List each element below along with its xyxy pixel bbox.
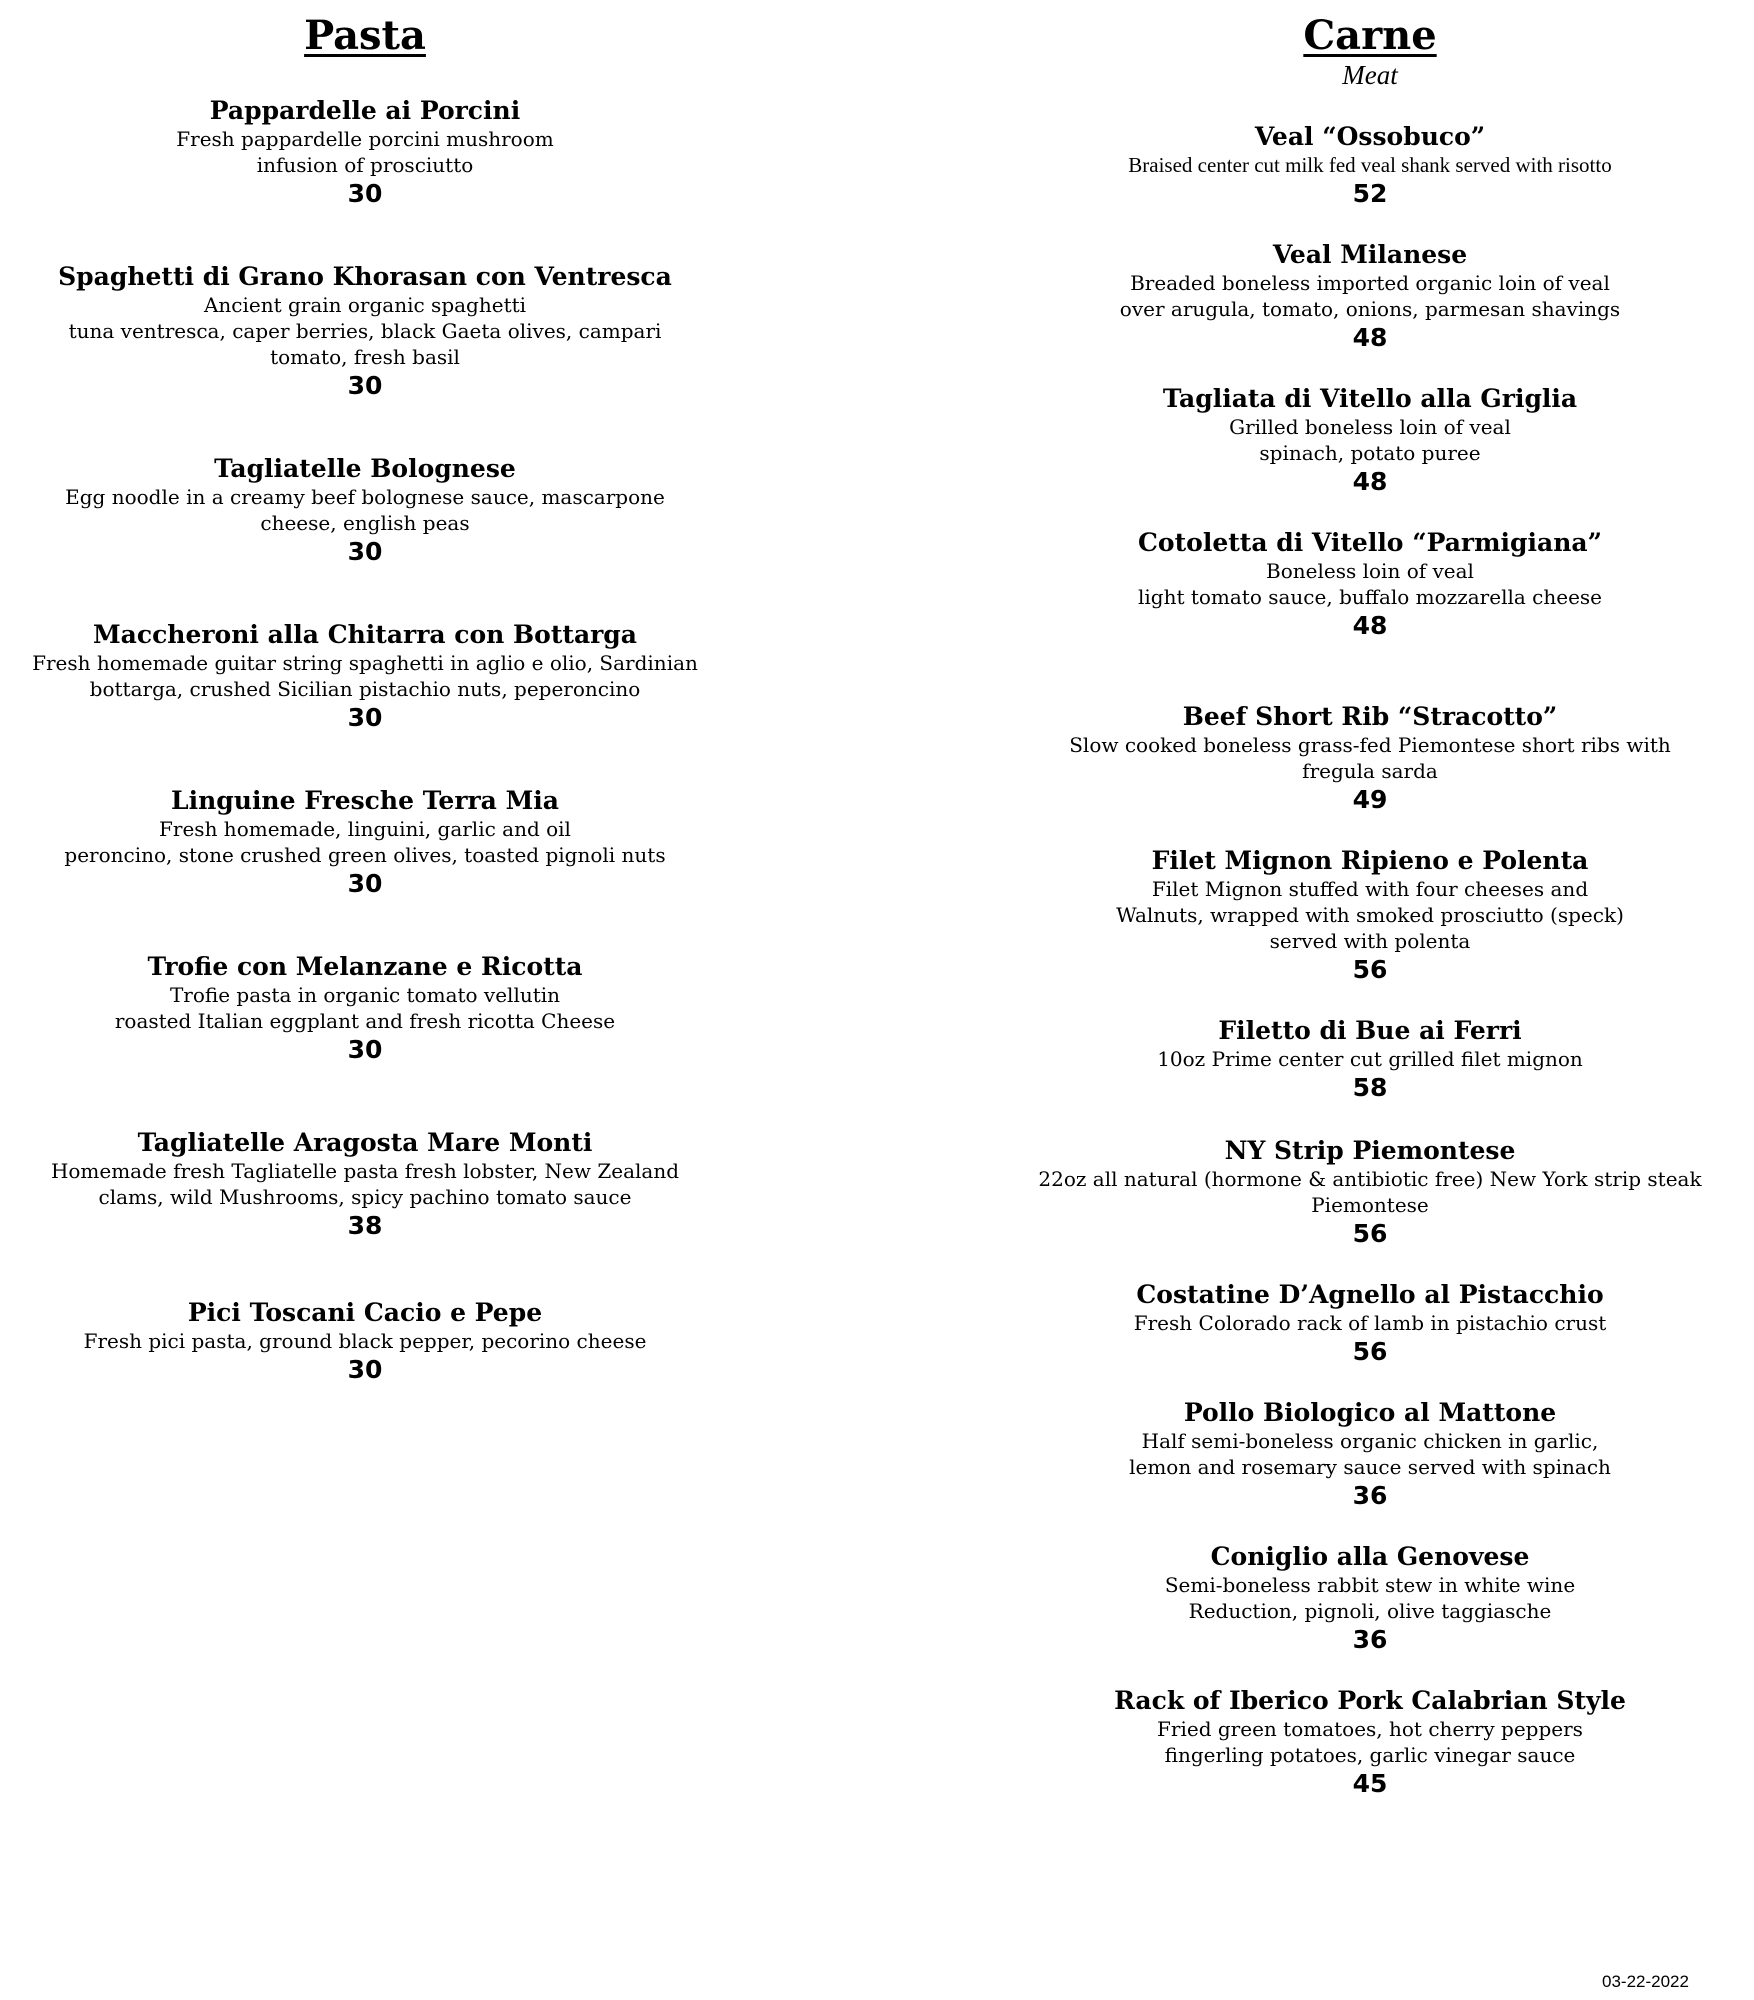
item-name: Filetto di Bue ai Ferri: [1218, 1016, 1522, 1045]
item-name: Spaghetti di Grano Khorasan con Ventresca: [58, 262, 672, 291]
item-name: Pappardelle ai Porcini: [209, 96, 521, 125]
item-price: 49: [1352, 785, 1388, 814]
item-description: Fresh homemade, linguini, garlic and oil peroncino, stone crushed green olives, toasted pignoli nuts: [64, 817, 666, 867]
item-name: Maccheroni alla Chitarra con Bottarga: [92, 620, 637, 649]
item-name: Cotoletta di Vitello “Parmigiana”: [1138, 528, 1602, 557]
item-description: 10oz Prime center cut grilled filet mignon: [1157, 1047, 1583, 1071]
pasta-heading: Pasta: [304, 12, 426, 59]
item-price: 58: [1352, 1073, 1388, 1102]
carne-heading: Carne: [1303, 12, 1437, 59]
menu-item-pollo-mattone: [1000, 1398, 1740, 1512]
item-description: Ancient grain organic spaghetti tuna ventresca, caper berries, black Gaeta olives, campari tomato, fresh basil: [68, 293, 662, 369]
item-price: 30: [347, 1355, 383, 1384]
item-name: Filet Mignon Ripieno e Polenta: [1151, 846, 1589, 875]
menu-item-pici-toscani: [0, 1298, 730, 1386]
menu-item-maccheroni-chitarra: [0, 620, 730, 734]
menu-item-veal-ossobuco: [1000, 122, 1740, 210]
item-price: 30: [347, 703, 383, 732]
item-description: Filet Mignon stuffed with four cheeses and Walnuts, wrapped with smoked prosciutto (speck) served with polenta: [1116, 877, 1624, 953]
item-name: Beef Short Rib “Stracotto”: [1182, 702, 1558, 731]
item-description: Trofie pasta in organic tomato vellutin roasted Italian eggplant and fresh ricotta Cheese: [114, 983, 616, 1033]
item-name: Linguine Fresche Terra Mia: [171, 786, 559, 815]
item-name: NY Strip Piemontese: [1224, 1136, 1516, 1165]
menu-item-spaghetti-khorasan: [0, 262, 730, 402]
item-description: Fried green tomatoes, hot cherry peppers fingerling potatoes, garlic vinegar sauce: [1157, 1717, 1583, 1767]
item-price: 36: [1352, 1481, 1388, 1510]
menu-item-cotoletta-parmigiana: [1000, 528, 1740, 642]
item-name: Tagliata di Vitello alla Griglia: [1162, 384, 1578, 413]
menu-item-linguine-terra-mia: [0, 786, 730, 900]
item-name: Veal Milanese: [1272, 240, 1468, 269]
item-description: Fresh pici pasta, ground black pepper, pecorino cheese: [83, 1329, 647, 1353]
item-price: 45: [1352, 1769, 1388, 1798]
item-price: 30: [347, 179, 383, 208]
item-description: Egg noodle in a creamy beef bolognese sauce, mascarpone cheese, english peas: [65, 485, 665, 535]
item-name: Costatine D’Agnello al Pistacchio: [1136, 1280, 1604, 1309]
menu-item-tagliata-vitello: [1000, 384, 1740, 498]
menu-item-veal-milanese: [1000, 240, 1740, 354]
menu-date: 03-22-2022: [1602, 1972, 1689, 1991]
item-price: 30: [347, 371, 383, 400]
item-description: Breaded boneless imported organic loin of veal over arugula, tomato, onions, parmesan shavings: [1119, 271, 1621, 321]
menu-item-tagliatelle-bolognese: [0, 454, 730, 568]
item-name: Pici Toscani Cacio e Pepe: [187, 1298, 543, 1327]
item-price: 48: [1352, 323, 1388, 352]
item-price: 56: [1352, 955, 1388, 984]
menu-item-beef-short-rib: [1000, 702, 1740, 816]
item-description: Fresh homemade guitar string spaghetti in aglio e olio, Sardinian bottarga, crushed Sicilian pistachio nuts, peperoncino: [32, 651, 698, 701]
menu-item-filetto-bue: [1000, 1016, 1740, 1104]
item-description: Half semi-boneless organic chicken in garlic, lemon and rosemary sauce served with spinach: [1129, 1429, 1611, 1479]
menu-item-ny-strip: [1000, 1136, 1740, 1250]
item-price: 36: [1352, 1625, 1388, 1654]
item-description: Fresh Colorado rack of lamb in pistachio crust: [1133, 1311, 1607, 1335]
menu-item-filet-mignon-ripieno: [1000, 846, 1740, 986]
item-price: 56: [1352, 1219, 1388, 1248]
menu-item-trofie: [0, 952, 730, 1066]
item-price: 30: [347, 537, 383, 566]
menu-item-pappardelle: [0, 96, 730, 210]
item-name: Veal “Ossobuco”: [1254, 122, 1486, 151]
menu-item-coniglio-genovese: [1000, 1542, 1740, 1656]
item-price: 56: [1352, 1337, 1388, 1366]
item-price: 30: [347, 1035, 383, 1064]
item-description: 22oz all natural (hormone & antibiotic free) New York strip steak Piemontese: [1038, 1167, 1702, 1217]
item-description: Slow cooked boneless grass-fed Piemontese short ribs with fregula sarda: [1069, 733, 1671, 783]
item-price: 30: [347, 869, 383, 898]
item-name: Tagliatelle Aragosta Mare Monti: [137, 1128, 593, 1157]
item-name: Pollo Biologico al Mattone: [1183, 1398, 1557, 1427]
item-description: Fresh pappardelle porcini mushroom infusion of prosciutto: [176, 127, 554, 177]
menu-item-costatine-agnello: [1000, 1280, 1740, 1368]
item-price: 38: [347, 1211, 383, 1240]
item-description: Grilled boneless loin of veal spinach, potato puree: [1229, 415, 1511, 465]
item-description: Braised center cut milk fed veal shank served with risotto: [1128, 153, 1612, 177]
item-description: Semi-boneless rabbit stew in white wine Reduction, pignoli, olive taggiasche: [1164, 1573, 1576, 1623]
item-price: 48: [1352, 467, 1388, 496]
item-name: Trofie con Melanzane e Ricotta: [147, 952, 583, 981]
menu-item-iberico-pork: [1000, 1686, 1740, 1800]
item-description: Boneless loin of veal light tomato sauce, buffalo mozzarella cheese: [1137, 559, 1603, 609]
item-price: 48: [1352, 611, 1388, 640]
item-name: Rack of Iberico Pork Calabrian Style: [1114, 1686, 1626, 1715]
item-price: 52: [1352, 179, 1388, 208]
item-description: Homemade fresh Tagliatelle pasta fresh lobster, New Zealand clams, wild Mushrooms, spicy pachino tomato sauce: [50, 1159, 680, 1209]
carne-subheading: Meat: [1342, 60, 1398, 90]
item-name: Coniglio alla Genovese: [1210, 1542, 1530, 1571]
menu-item-tagliatelle-aragosta: [0, 1128, 730, 1242]
item-name: Tagliatelle Bolognese: [214, 454, 516, 483]
